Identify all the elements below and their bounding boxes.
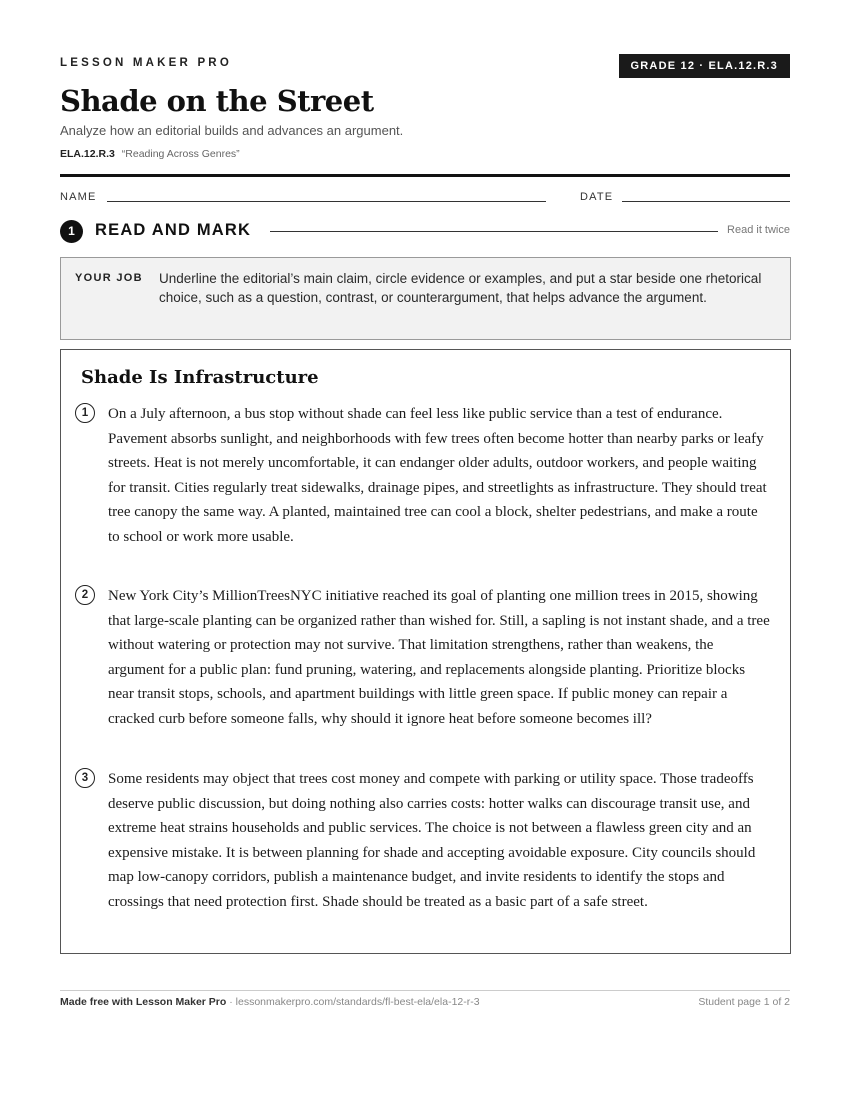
name-date-row [60, 191, 790, 205]
instructions-box [60, 257, 791, 340]
footer-divider [60, 990, 790, 991]
date-label: DATE [580, 191, 614, 203]
paragraph-text: New York City’s MillionTreesNYC initiative reached its goal of planting one million trees in 2015, showing that large-scale planting can be organized rather than wished for. Still, a sapling is not instant shade, and a tree without watering or protection may not survive. That limitation strengthens, rather than weakens, the argument for a public plan: fund pruning, watering, and replacements alongside planting. Prioritize blocks near transit stops, schools, and apartment buildings with little green space. If public money can repair a cracked curb before someone falls, why should it ignore heat before someone becomes ill? [108, 588, 770, 727]
date-field[interactable] [622, 201, 790, 202]
instructions-text: Underline the editorial’s main claim, circle evidence or examples, and put a star beside one rhetorical choice, such as a question, contrast, or counterargument, that helps advance the argument. [159, 271, 762, 305]
reading-passage [60, 349, 791, 954]
standard-genre: “Reading Across Genres” [121, 148, 240, 160]
paragraph-text: On a July afternoon, a bus stop without shade can feel less like public service than a test of endurance. Pavement absorbs sunlight, and neighborhoods with few trees often become hotter than nearby parks or leafy streets. Heat is not merely uncomfortable, it can endanger older adults, outdoor workers, and people waiting for transit. Cities regularly treat sidewalks, drainage pipes, and streetlights as infrastructure. They should treat tree canopy the same way. A planted, maintained tree can cool a block, shelter pedestrians, and make a route to school or work more usable. [108, 406, 767, 545]
name-label: NAME [60, 191, 97, 203]
footer-made-with: Made free with Lesson Maker Pro [60, 996, 227, 1008]
passage-title: Shade Is Infrastructure [81, 367, 319, 388]
footer-url: · lessonmakerpro.com/standards/fl-best-ela/ela-12-r-3 [226, 996, 480, 1008]
section-divider [270, 231, 718, 232]
section-number-badge: 1 [60, 220, 83, 243]
section-title: READ AND MARK [95, 221, 252, 239]
name-field[interactable] [107, 201, 546, 202]
paragraph-number: 1 [75, 403, 95, 423]
paragraph-text: Some residents may object that trees cost money and compete with parking or utility space. Those tradeoffs deserve public discussion, but doing nothing also carries costs: hotter walks can discourage transit use, and extreme heat strains households and public services. The choice is not between a flawless green city and an expensive mistake. It is between planning for shade and accepting avoidable exposure. City councils should map low-canopy corridors, publish a maintenance budget, and invite residents to identify the stops and crossings that need protection first. Shade should be treated as a basic part of a safe street. [108, 771, 756, 910]
paragraph-number: 3 [75, 768, 95, 788]
footer-credit [60, 996, 480, 1008]
worksheet-subtitle: Analyze how an editorial builds and advances an argument. [60, 123, 404, 138]
paragraph-number: 2 [75, 585, 95, 605]
standard-line [60, 148, 240, 160]
grade-badge: GRADE 12 · ELA.12.R.3 [619, 54, 790, 78]
header-divider [60, 174, 790, 177]
brand-name: LESSON MAKER PRO [60, 57, 232, 69]
standard-code: ELA.12.R.3 [60, 148, 115, 160]
section-header [60, 220, 790, 244]
worksheet-title: Shade on the Street [60, 84, 374, 118]
instructions-label: YOUR JOB [75, 272, 143, 284]
page-indicator: Student page 1 of 2 [698, 996, 790, 1008]
section-note: Read it twice [727, 224, 790, 236]
